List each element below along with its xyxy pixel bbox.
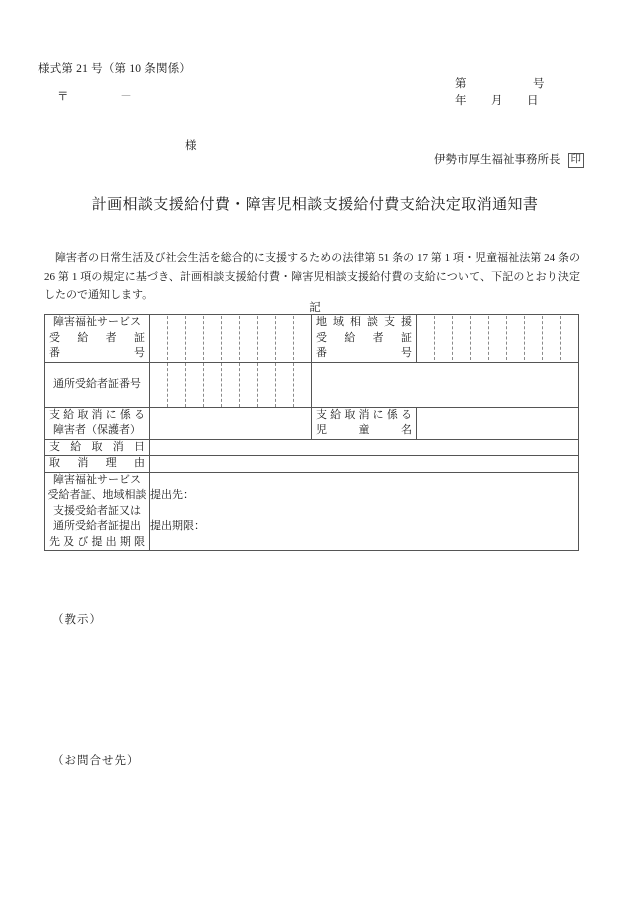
- label-cancellation-date: 支給取消日: [45, 439, 150, 456]
- instruction-section-heading: （教示）: [52, 614, 102, 626]
- digit-cell[interactable]: [507, 316, 525, 360]
- body-paragraph: 障害者の日常生活及び社会生活を総合的に支援するための法律第 51 条の 17 第 1 項・児童福祉法第 24 条の 26 第 1 項の規定に基づき、計画相談支援給付費・障害児相談支援給付費の支給について、下記のとおり決定したので通知します。: [44, 252, 580, 301]
- document-number-label: 第: [455, 78, 467, 90]
- digit-cell[interactable]: [204, 363, 222, 407]
- issuer-name: 伊勢市厚生福祉事務所長: [434, 154, 561, 166]
- issuer-line: [434, 151, 584, 168]
- digit-cell[interactable]: [294, 316, 311, 360]
- digit-cell[interactable]: [150, 363, 168, 407]
- table-row-cancellation-date: [45, 439, 579, 456]
- input-cancellation-date[interactable]: [150, 439, 579, 456]
- digit-cell[interactable]: [186, 316, 204, 360]
- document-number-row: [455, 76, 545, 93]
- table-row-daycare-certificate-number: [45, 362, 579, 407]
- input-regional-support-certificate-number[interactable]: [417, 315, 579, 363]
- digit-cell[interactable]: [222, 316, 240, 360]
- document-meta: [455, 76, 545, 110]
- table-row-cancellation-reason: [45, 456, 579, 473]
- digit-grid[interactable]: [150, 363, 311, 407]
- digit-cell[interactable]: [168, 363, 186, 407]
- digit-grid[interactable]: [417, 316, 578, 360]
- digit-cell[interactable]: [276, 316, 294, 360]
- label-submission-deadline[interactable]: 提出期限：: [150, 520, 205, 533]
- postal-code-line: [57, 88, 132, 104]
- digit-cell[interactable]: [276, 363, 294, 407]
- addressee-honorific: 様: [185, 140, 197, 152]
- label-cancelled-person: 支給取消に係る 障害者（保護者）: [45, 407, 150, 439]
- label-daycare-certificate-number: 通所受給者証番号: [45, 362, 150, 407]
- digit-cell[interactable]: [258, 363, 276, 407]
- seal-stamp-box: 印: [568, 153, 585, 168]
- document-date-row: [455, 93, 545, 110]
- table-row-cancellation-persons: [45, 407, 579, 439]
- digit-cell[interactable]: [168, 316, 186, 360]
- postal-dash: －: [120, 91, 132, 103]
- contact-section-heading: （お問合せ先）: [52, 755, 140, 767]
- table-row-certificate-numbers: [45, 315, 579, 363]
- form-table: [44, 314, 579, 551]
- digit-cell[interactable]: [525, 316, 543, 360]
- digit-cell[interactable]: [489, 316, 507, 360]
- input-cancelled-child-name[interactable]: [417, 407, 579, 439]
- digit-cell[interactable]: [258, 316, 276, 360]
- table-row-certificate-submission: [45, 472, 579, 551]
- date-day-label: 日: [527, 95, 539, 107]
- input-cancelled-person[interactable]: [150, 407, 312, 439]
- digit-cell[interactable]: [294, 363, 311, 407]
- input-welfare-service-certificate-number[interactable]: [150, 315, 312, 363]
- label-submission-destination[interactable]: 提出先：: [150, 489, 194, 502]
- digit-cell[interactable]: [417, 316, 435, 360]
- document-number-unit: 号: [533, 78, 545, 90]
- input-daycare-certificate-number[interactable]: [150, 362, 312, 407]
- digit-cell[interactable]: [240, 316, 258, 360]
- form-number: 様式第 21 号（第 10 条関係）: [38, 63, 192, 75]
- ki-marker: 記: [309, 302, 321, 314]
- page-title: 計画相談支援給付費・障害児相談支援給付費支給決定取消通知書: [91, 197, 539, 213]
- digit-cell[interactable]: [453, 316, 471, 360]
- digit-cell[interactable]: [186, 363, 204, 407]
- digit-cell[interactable]: [150, 316, 168, 360]
- digit-cell[interactable]: [471, 316, 489, 360]
- digit-cell[interactable]: [543, 316, 561, 360]
- label-cancellation-reason: 取消理由: [45, 456, 150, 473]
- label-cancelled-child-name: 支給取消に係る 児童名: [312, 407, 417, 439]
- digit-cell[interactable]: [222, 363, 240, 407]
- digit-grid[interactable]: [150, 316, 311, 360]
- digit-cell[interactable]: [204, 316, 222, 360]
- digit-cell[interactable]: [561, 316, 578, 360]
- input-cancellation-reason[interactable]: [150, 456, 579, 473]
- label-welfare-service-certificate-number: 障害福祉サービス 受給者証 番号: [45, 315, 150, 363]
- label-regional-support-certificate-number: 地域相談支援 受給者証 番号: [312, 315, 417, 363]
- digit-cell[interactable]: [435, 316, 453, 360]
- digit-cell[interactable]: [240, 363, 258, 407]
- date-month-label: 月: [491, 95, 503, 107]
- postal-mark-icon: 〒: [57, 91, 69, 103]
- submission-fields[interactable]: [150, 472, 579, 551]
- daycare-row-blank-area: [312, 362, 579, 407]
- date-year-label: 年: [455, 95, 467, 107]
- label-certificate-submission: 障害福祉サービス 受給者証、地域相談 支援受給者証又は 通所受給者証提出 先及び提出期限: [45, 472, 150, 551]
